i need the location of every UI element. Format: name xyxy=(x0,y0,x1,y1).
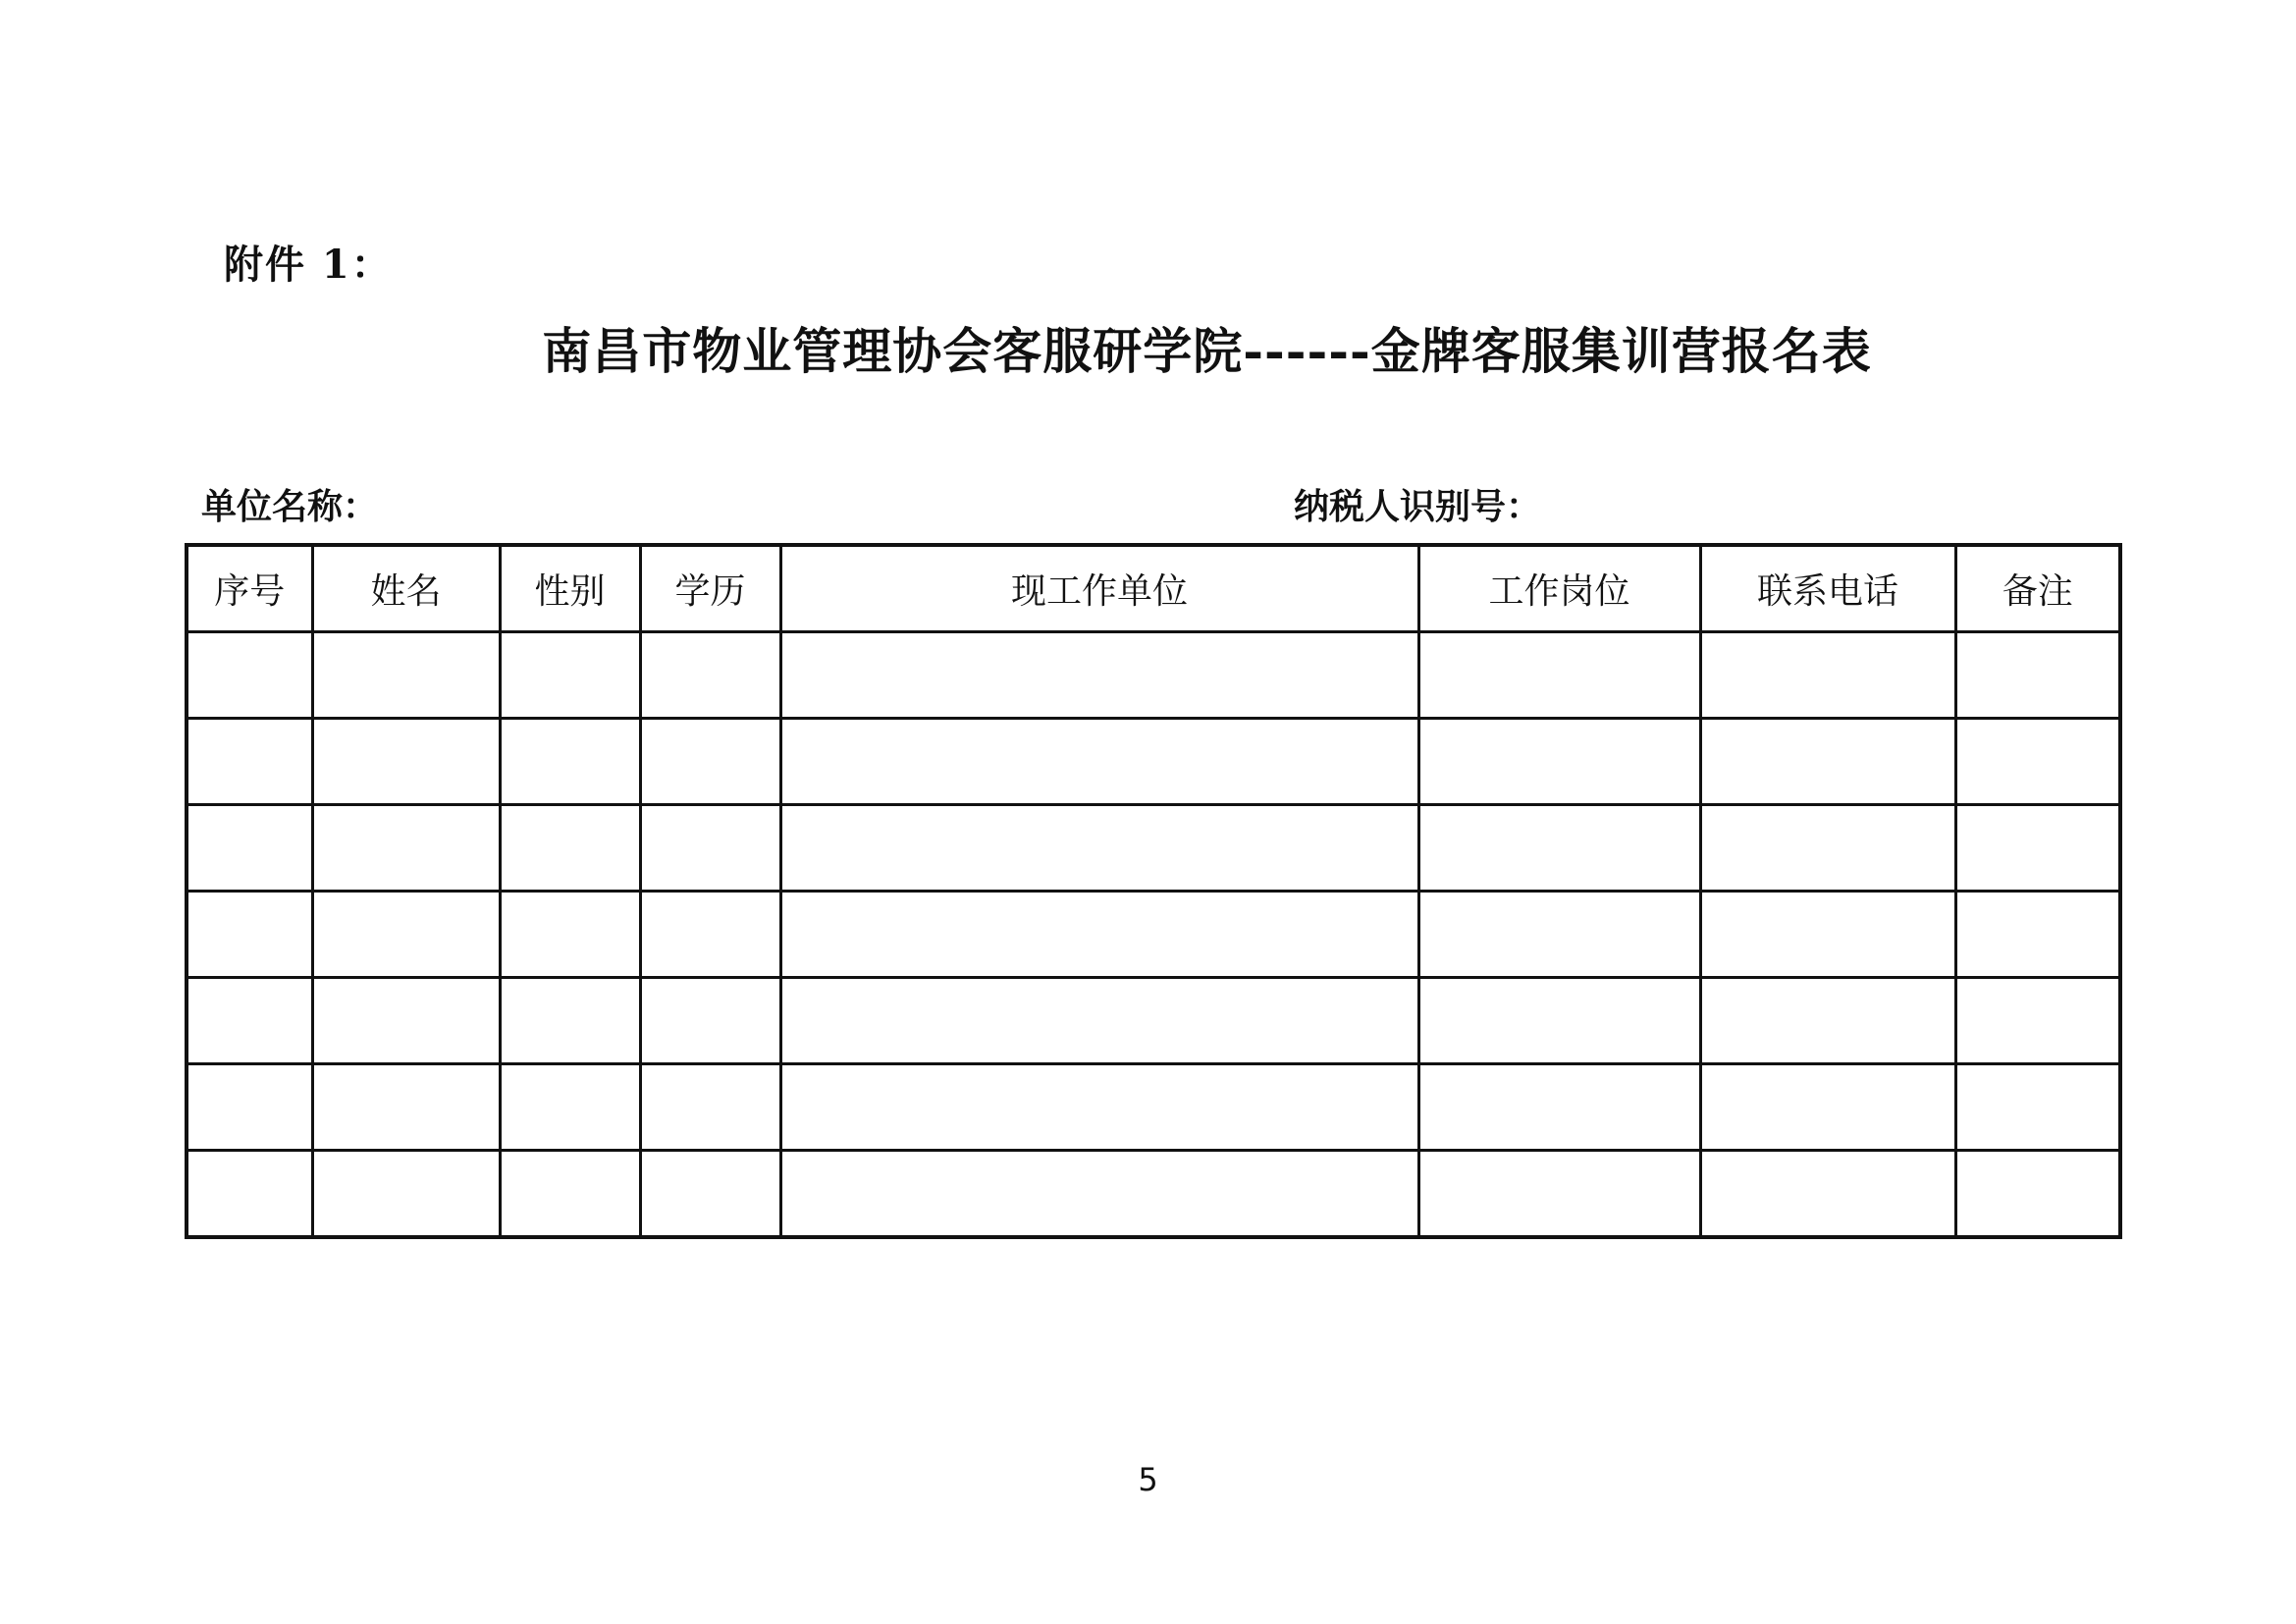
table-cell[interactable] xyxy=(187,1151,312,1238)
table-cell[interactable] xyxy=(1955,978,2120,1064)
table-cell[interactable] xyxy=(1418,632,1700,719)
table-cell[interactable] xyxy=(780,1064,1418,1151)
table-cell[interactable] xyxy=(640,719,780,805)
table-cell[interactable] xyxy=(1700,978,1955,1064)
table-cell[interactable] xyxy=(640,805,780,892)
table-cell[interactable] xyxy=(500,1151,640,1238)
table-cell[interactable] xyxy=(1418,805,1700,892)
table-cell[interactable] xyxy=(187,805,312,892)
table-cell[interactable] xyxy=(1700,1151,1955,1238)
table-row xyxy=(187,719,2120,805)
header-serial-number: 序号 xyxy=(187,545,312,632)
table-cell[interactable] xyxy=(1955,805,2120,892)
table-cell[interactable] xyxy=(1418,719,1700,805)
table-cell[interactable] xyxy=(500,719,640,805)
table-cell[interactable] xyxy=(640,632,780,719)
table-row xyxy=(187,892,2120,978)
table-cell[interactable] xyxy=(187,978,312,1064)
header-contact-phone: 联系电话 xyxy=(1700,545,1955,632)
table-cell[interactable] xyxy=(1955,1064,2120,1151)
table-cell[interactable] xyxy=(500,1064,640,1151)
table-cell[interactable] xyxy=(1418,892,1700,978)
table-cell[interactable] xyxy=(640,978,780,1064)
table-row xyxy=(187,805,2120,892)
header-remarks: 备注 xyxy=(1955,545,2120,632)
table-cell[interactable] xyxy=(1955,892,2120,978)
table-cell[interactable] xyxy=(780,632,1418,719)
table-cell[interactable] xyxy=(1418,1064,1700,1151)
table-row xyxy=(187,632,2120,719)
table-cell[interactable] xyxy=(312,632,500,719)
table-cell[interactable] xyxy=(1418,1151,1700,1238)
table-cell[interactable] xyxy=(1955,1151,2120,1238)
header-education: 学历 xyxy=(640,545,780,632)
table-cell[interactable] xyxy=(640,1151,780,1238)
table-cell[interactable] xyxy=(500,805,640,892)
table-cell[interactable] xyxy=(640,892,780,978)
table-cell[interactable] xyxy=(500,632,640,719)
table-row xyxy=(187,978,2120,1064)
table-cell[interactable] xyxy=(640,1064,780,1151)
table-cell[interactable] xyxy=(1955,632,2120,719)
header-gender: 性别 xyxy=(500,545,640,632)
table-cell[interactable] xyxy=(187,892,312,978)
table-cell[interactable] xyxy=(312,719,500,805)
table-cell[interactable] xyxy=(1700,632,1955,719)
table-cell[interactable] xyxy=(780,1151,1418,1238)
taxpayer-id-label: 纳税人识别号： xyxy=(1294,486,1542,527)
table-cell[interactable] xyxy=(1700,719,1955,805)
table-cell[interactable] xyxy=(780,978,1418,1064)
attachment-label: 附件 1： xyxy=(224,242,393,288)
table-cell[interactable] xyxy=(1700,805,1955,892)
table-cell[interactable] xyxy=(1700,892,1955,978)
table-cell[interactable] xyxy=(187,632,312,719)
table-cell[interactable] xyxy=(312,978,500,1064)
table-cell[interactable] xyxy=(187,1064,312,1151)
table-cell[interactable] xyxy=(312,892,500,978)
table-header-row xyxy=(187,545,2120,632)
table-cell[interactable] xyxy=(780,892,1418,978)
table-cell[interactable] xyxy=(1418,978,1700,1064)
table-row xyxy=(187,1151,2120,1238)
table-row xyxy=(187,1064,2120,1151)
table-cell[interactable] xyxy=(500,978,640,1064)
header-job-position: 工作岗位 xyxy=(1418,545,1700,632)
table-cell[interactable] xyxy=(500,892,640,978)
table-cell[interactable] xyxy=(780,805,1418,892)
unit-name-label: 单位名称： xyxy=(201,486,379,527)
table-cell[interactable] xyxy=(312,1151,500,1238)
table-cell[interactable] xyxy=(312,1064,500,1151)
table-cell[interactable] xyxy=(780,719,1418,805)
document-title: 南昌市物业管理协会客服研学院------金牌客服集训营报名表 xyxy=(542,322,1872,380)
table-cell[interactable] xyxy=(187,719,312,805)
page-number: 5 xyxy=(1138,1461,1158,1498)
table-cell[interactable] xyxy=(1700,1064,1955,1151)
header-current-employer: 现工作单位 xyxy=(780,545,1418,632)
table-cell[interactable] xyxy=(1955,719,2120,805)
registration-table xyxy=(185,543,2122,1239)
table-cell[interactable] xyxy=(312,805,500,892)
header-name: 姓名 xyxy=(312,545,500,632)
